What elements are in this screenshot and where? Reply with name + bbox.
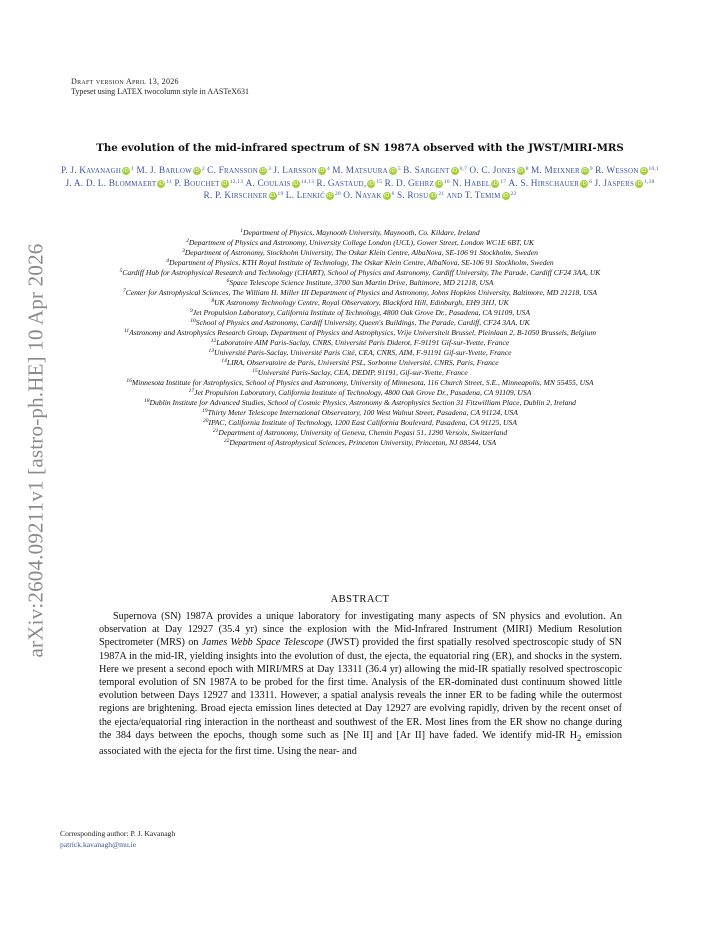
typeset-line: Typeset using LATEX twocolumn style in AASTeX631: [71, 87, 249, 96]
orcid-icon[interactable]: iD: [451, 168, 458, 174]
orcid-icon[interactable]: iD: [292, 180, 299, 187]
author-name[interactable]: [385, 179, 450, 189]
affiliation-item: [60, 238, 660, 248]
orcid-icon[interactable]: iD: [193, 168, 200, 174]
orcid-icon[interactable]: iD: [492, 180, 499, 187]
affiliation-number: 12: [210, 338, 217, 344]
affiliation-item: [60, 348, 660, 358]
affiliation-text: Department of Astronomy, Stockholm University, The Oskar Klein Centre, AlbaNova, SE-106 91 Stockholm, Sweden: [184, 248, 538, 257]
author-affiliation-marker: 22: [510, 191, 517, 197]
author-name[interactable]: [316, 179, 382, 189]
affiliation-number: 18: [144, 398, 150, 404]
author-affiliation-marker: 2: [201, 166, 205, 172]
affiliation-number: 5: [119, 268, 123, 274]
abstract-part-1: Supernova (SN) 1987A provides a unique laboratory for investigating many aspects of SN physics and evolution. An observation at Day 12927 (35.4 yr) since the explosion with the Mid-Infrared Instrument (MIRI) Medium Resolution Spectrometer (MRS) on: [99, 611, 622, 649]
affiliation-number: 1: [240, 228, 244, 234]
author-email-link[interactable]: patrick.kavanagh@mu.ie: [60, 840, 137, 849]
affiliation-number: 6: [226, 278, 230, 284]
author-affiliation-marker: 1: [131, 166, 135, 172]
orcid-icon[interactable]: iD: [581, 180, 588, 187]
author-affiliation-marker: 12,13: [229, 178, 244, 185]
orcid-icon[interactable]: iD: [383, 193, 390, 199]
author-affiliation-marker: 3: [268, 166, 272, 172]
abstract-part-2: (JWST) provided the first spatially resolved spectroscopic study of SN 1987A in the mid-IR, yielding insights into the evolution of dust, the ejecta, the equatorial ring (ER), and shocks in the system. Here we present a second epoch with MIRI/MRS at Day 13311 (36.4 yr) allowing the mid-IR spatially resolved spectroscopic temporal evolution of SN 1987A to be probed for the first time. Analysis of the ER-dominated dust continuum showed little evolution between Days 12927 and 13311. However, a spatial analysis reveals the inner ER to be fading while the outermost regions are brightening. Broad ejecta emission lines detected at Day 12927 are evolving rapidly, driven by the recent onset of the ejecta/equatorial ring interaction in the northeast and southwest of the ER. Most lines from the ER show no change during the 384 days between the epochs, though some such as [Ne II] and [Ar II] have faded. We identify mid-IR H: [99, 637, 622, 741]
author-name-text: N. Habel: [452, 178, 491, 189]
affiliation-text: LIRA, Observatoire de Paris, Université PSL, Sorbonne Université, CNRS, Paris, France: [226, 358, 499, 367]
author-name[interactable]: [136, 166, 204, 176]
affiliation-item: [60, 368, 660, 378]
affiliation-item: [60, 288, 660, 298]
orcid-icon[interactable]: iD: [389, 168, 396, 174]
and-word: and: [446, 191, 463, 201]
affiliation-text: Thirty Meter Telescope International Observatory, 100 West Walnut Street, Pasadena, CA 91124, USA: [207, 408, 518, 417]
affiliation-text: IPAC, California Institute of Technology, 1200 East California Boulevard, Pasadena, CA 91125, USA: [208, 418, 517, 427]
author-name-text: M. J. Barlow: [136, 166, 192, 176]
affiliation-item: [60, 358, 660, 368]
affiliation-number: 21: [212, 428, 219, 434]
affiliation-text: Minnesota Institute for Astrophysics, School of Physics and Astronomy, University of Minnesota, 116 Church Street, S.E., Minneapolis, MN 55455, USA: [131, 378, 594, 387]
orcid-icon[interactable]: iD: [158, 180, 165, 187]
affiliation-text: Space Telescope Science Institute, 3700 San Martin Drive, Baltimore, MD 21218, USA: [229, 278, 494, 287]
author-name-text: P. Bouchet: [174, 178, 220, 189]
author-name[interactable]: [245, 179, 314, 189]
author-affiliation-marker: 6: [589, 178, 593, 185]
author-name[interactable]: [397, 191, 444, 201]
affiliation-item: [60, 378, 660, 388]
abstract-part-3: emission associated with the ejecta for the first time. Using the near- and: [99, 729, 622, 758]
author-affiliation-marker: 8: [525, 166, 529, 172]
affiliation-item: [60, 428, 660, 438]
corresponding-author: Corresponding author: P. J. Kavanagh: [60, 829, 176, 838]
orcid-icon[interactable]: iD: [581, 168, 588, 174]
author-name[interactable]: [508, 179, 592, 189]
author-affiliation-marker: 1,18: [644, 178, 655, 185]
author-affiliation-marker: 15: [376, 178, 383, 185]
arxiv-id: arXiv:2604.09211v1 [astro-ph.HE] 10 Apr 2026: [23, 243, 48, 657]
affiliation-item: [60, 338, 660, 348]
author-name[interactable]: [469, 166, 528, 176]
author-name[interactable]: [595, 166, 659, 176]
orcid-icon[interactable]: iD: [221, 180, 228, 187]
affiliation-text: Department of Physics, Maynooth University, Maynooth, Co. Kildare, Ireland: [243, 228, 480, 237]
author-name-text: S. Rosu: [396, 191, 429, 201]
affiliation-text: Department of Physics and Astronomy, University College London (UCL), Gower Street, London WC1E 6BT, UK: [188, 238, 534, 247]
affiliation-item: [60, 278, 660, 288]
affiliation-number: 7: [122, 288, 126, 294]
author-name-text: R. P. Kirschner: [203, 191, 268, 201]
orcid-icon[interactable]: iD: [260, 168, 266, 174]
affiliation-number: 11: [124, 328, 130, 334]
author-affiliation-marker: 9: [589, 166, 593, 172]
author-name-text: A. Coulais: [245, 178, 291, 189]
header-meta: [71, 77, 249, 97]
affiliation-item: [60, 258, 660, 268]
affiliation-text: Dublin Institute for Advanced Studies, School of Cosmic Physics, Astronomy & Astrophysics Section 31 Fitzwilliam Place, Dublin 2, Ireland: [149, 398, 576, 407]
h2-subscript: 2: [577, 732, 582, 743]
orcid-icon[interactable]: iD: [123, 168, 130, 174]
author-name[interactable]: [403, 166, 467, 176]
orcid-icon[interactable]: iD: [636, 180, 642, 187]
author-affiliation-marker: 5: [397, 166, 401, 172]
affiliation-text: Université Paris-Saclay, CEA, DEDIP, 91191, Gif-sur-Yvette, France: [257, 368, 468, 377]
affiliation-item: [60, 408, 660, 418]
jwst-name: James Webb Space Telescope: [201, 637, 324, 649]
affiliation-list: [60, 228, 660, 448]
paper-title: The evolution of the mid-infrared spectrum of SN 1987A observed with the JWST/MIRI-MRS: [96, 142, 624, 154]
affiliation-text: Department of Astronomy, University of Geneva, Chemin Pegasi 51, 1290 Versoix, Switzerland: [218, 428, 508, 437]
author-name-text: P. J. Kavanagh: [61, 166, 122, 176]
author-name[interactable]: [204, 191, 284, 201]
author-name[interactable]: [343, 191, 394, 201]
affiliation-number: 4: [166, 258, 170, 264]
affiliation-text: Astronomy and Astrophysics Research Group, Department of Physics and Astrophysics, Vrije Universiteit Brussel, Pleinlaan 2, B-1050 Brussels, Belgium: [129, 328, 596, 337]
author-name[interactable]: [531, 166, 593, 176]
author-affiliation-marker: 17: [500, 178, 507, 185]
orcid-icon[interactable]: iD: [517, 168, 524, 174]
orcid-icon[interactable]: iD: [640, 168, 647, 174]
affiliation-text: Department of Physics, KTH Royal Institute of Technology, The Oskar Klein Centre, AlbaNova, SE-106 91 Stockholm, Sweden: [169, 258, 554, 267]
affiliation-item: [60, 388, 660, 398]
author-list: [60, 165, 660, 203]
author-affiliation-marker: 6,7: [459, 166, 468, 172]
author-name[interactable]: [207, 166, 271, 176]
affiliation-text: School of Physics and Astronomy, Cardiff University, Queen's Buildings, The Parade, Cardiff, CF24 3AA, UK: [195, 318, 530, 327]
affiliation-text: Center for Astrophysical Sciences, The William H. Miller III Department of Physics and Astronomy, Johns Hopkins University, Baltimore, MD 21218, USA: [125, 288, 598, 297]
affiliation-number: 19: [202, 408, 208, 414]
affiliation-text: Université Paris-Saclay, Université Paris Cité, CEA, CNRS, AIM, F-91191 Gif-sur-Yvette, France: [213, 348, 512, 357]
affiliation-item: [60, 308, 660, 318]
author-affiliation-marker: 6: [391, 191, 395, 197]
author-name[interactable]: [594, 179, 654, 189]
draft-line: Draft version April 13, 2026: [71, 77, 179, 86]
author-affiliation-marker: 14,13: [300, 178, 315, 185]
affiliation-text: Department of Astrophysical Sciences, Princeton University, Princeton, NJ 08544, USA: [229, 438, 497, 447]
affiliation-text: Cardiff Hub for Astrophysical Research and Technology (CHART), School of Physics and Astronomy, Cardiff University, The Parade, Cardiff CF24 3AA, UK: [122, 268, 601, 277]
author-name-text: M. Matsuura: [332, 166, 388, 176]
affiliation-item: [60, 298, 660, 308]
affiliation-item: [60, 328, 660, 338]
affiliation-text: UK Astronomy Technology Centre, Royal Observatory, Blackford Hill, Edinburgh, EH9 3HJ, UK: [214, 298, 509, 307]
author-name-text: O. C. Jones: [469, 166, 516, 176]
affiliation-item: [60, 268, 660, 278]
arxiv-side-stamp: [16, 230, 56, 670]
author-name-text: J. A. D. L. Blommaert: [65, 178, 157, 189]
affiliation-number: 10: [190, 318, 196, 324]
affiliation-number: 14: [221, 358, 227, 364]
affiliation-number: 13: [208, 348, 214, 354]
author-name[interactable]: [465, 191, 517, 201]
affiliation-item: [60, 438, 660, 448]
author-name-text: L. Lenkić: [285, 191, 325, 201]
author-affiliation-marker: 16: [443, 178, 450, 185]
orcid-icon[interactable]: iD: [368, 180, 375, 187]
abstract-heading: ABSTRACT: [330, 594, 390, 605]
affiliation-number: 15: [252, 368, 258, 374]
affiliation-item: [60, 418, 660, 428]
author-affiliation-marker: 19: [277, 191, 284, 197]
author-affiliation-marker: 10,1: [648, 166, 659, 172]
affiliation-number: 16: [126, 378, 132, 384]
author-name-text: M. Meixner: [530, 166, 580, 176]
author-name[interactable]: [174, 179, 243, 189]
author-name-text: T. Temim: [464, 191, 501, 201]
footnote: [60, 828, 175, 850]
author-name[interactable]: [286, 191, 341, 201]
author-name-text: R. Wesson: [595, 166, 639, 176]
author-affiliation-marker: 21: [438, 191, 445, 197]
affiliation-number: 2: [186, 238, 189, 244]
author-name-text: J. Jaspers: [594, 178, 635, 189]
author-name-text: R. D. Gehrz: [384, 178, 434, 189]
affiliation-text: Jet Propulsion Laboratory, California Institute of Technology, 4800 Oak Grove Dr., Pasadena, CA 91109, USA: [194, 388, 532, 397]
affiliation-item: [60, 318, 660, 328]
orcid-icon[interactable]: iD: [319, 168, 325, 174]
affiliation-item: [60, 248, 660, 258]
affiliation-item: [60, 398, 660, 408]
affiliation-text: Jet Propulsion Laboratory, California Institute of Technology, 4800 Oak Grove Dr., Pasadena, CA 91109, USA: [192, 308, 530, 317]
author-name-text: A. S. Hirschauer: [508, 178, 580, 189]
affiliation-item: [60, 228, 660, 238]
author-name[interactable]: [332, 166, 401, 176]
affiliation-number: 3: [182, 248, 185, 254]
orcid-icon[interactable]: iD: [502, 193, 509, 199]
author-name[interactable]: [61, 166, 134, 176]
author-name-text: R. Gastaud,: [316, 178, 367, 189]
affiliation-text: Laboratoire AIM Paris-Saclay, CNRS, Université Paris Diderot, F-91191 Gif-sur-Yvette, France: [216, 338, 510, 347]
author-name-text: C. Fransson: [207, 166, 259, 176]
author-name[interactable]: [66, 179, 173, 189]
orcid-icon[interactable]: iD: [436, 180, 442, 187]
affiliation-number: 20: [203, 418, 209, 424]
author-name[interactable]: [273, 166, 330, 176]
author-affiliation-marker: 20: [334, 191, 341, 197]
affiliation-number: 22: [223, 438, 230, 444]
author-affiliation-marker: 4: [326, 166, 330, 172]
abstract-body: [99, 610, 622, 758]
orcid-icon[interactable]: iD: [269, 193, 276, 199]
orcid-icon[interactable]: iD: [430, 193, 437, 199]
affiliation-number: 17: [188, 388, 195, 394]
affiliation-number: 9: [190, 308, 193, 314]
author-name-text: O. Nayak: [343, 191, 382, 201]
author-name[interactable]: [452, 179, 506, 189]
author-name-text: J. Larsson: [273, 166, 317, 176]
author-name-text: B. Sargent: [403, 166, 450, 176]
affiliation-number: 8: [211, 298, 215, 304]
author-affiliation-marker: 11: [166, 178, 173, 185]
orcid-icon[interactable]: iD: [327, 193, 333, 199]
